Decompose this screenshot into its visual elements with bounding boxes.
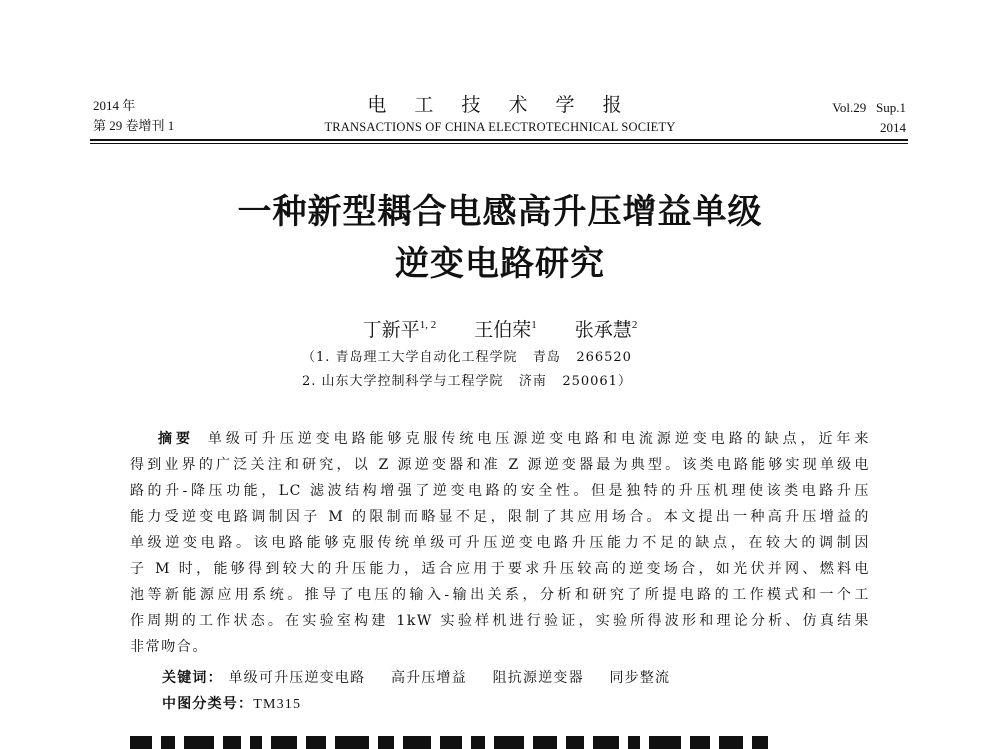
header-vol-sup: Vol.29 Sup.1 (832, 100, 906, 115)
header-right (832, 98, 906, 138)
author-list (100, 312, 900, 343)
journal-name (260, 92, 740, 136)
abstract-line (130, 426, 870, 452)
author-name: 丁新平 (362, 319, 420, 341)
classification (162, 692, 301, 717)
abstract-line: 得到业界的广泛关注和研究，以 Z 源逆变器和准 Z 源逆变器最为典型。该类电路能够实现单级电 (130, 457, 870, 473)
keyword: 同步整流 (609, 670, 671, 686)
header-year: 2014 年 (93, 98, 136, 113)
classification-code: TM315 (253, 697, 302, 712)
classification-label: 中图分类号： (162, 696, 254, 712)
abstract-line: 非常吻合。 (130, 639, 208, 655)
abstract-line: 能力受逆变电路调制因子 M 的限制而略显不足，限制了其应用场合。本文提出一种高升压增益的 (130, 509, 870, 525)
abstract-line: 子 M 时，能够得到较大的升压能力，适合应用于要求升压较高的逆变场合，如光伏并网、燃料电 (130, 561, 870, 577)
abstract-label: 摘要 (158, 431, 194, 447)
header-year-right: 2014 (880, 120, 906, 135)
abstract (130, 426, 870, 660)
keywords-label: 关键词： (162, 670, 223, 686)
author (474, 312, 537, 343)
header-left (93, 96, 174, 136)
paper-title (100, 186, 900, 290)
author-affiliation-mark: 2 (631, 319, 638, 331)
abstract-text: 单级可升压逆变电路能够克服传统电压源逆变电路和电流源逆变电路的缺点，近年来 (207, 431, 870, 447)
author-affiliation-mark: 1, 2 (419, 319, 437, 331)
author (363, 312, 437, 343)
affiliation-2: 2. 山东大学控制科学与工程学院 济南 250061） (302, 374, 632, 389)
header-rule-thick (90, 139, 908, 141)
header-rule-thin (90, 143, 908, 144)
author-affiliation-mark: 1 (531, 319, 537, 331)
abstract-line: 路的升-降压功能，LC 滤波结构增强了逆变电路的安全性。但是独特的升压机理使该类电路升压 (130, 483, 870, 499)
abstract-line: 作周期的工作状态。在实验室构建 1kW 实验样机进行验证，实验所得波形和理论分析、仿真结果 (130, 613, 870, 629)
keyword: 高升压增益 (390, 670, 467, 686)
journal-name-english: TRANSACTIONS OF CHINA ELECTROTECHNICAL SOCIETY (324, 120, 676, 134)
author-name: 王伯荣 (474, 319, 532, 341)
affiliation-1: （1. 青岛理工大学自动化工程学院 青岛 266520 (302, 350, 632, 365)
paper-title-line-2: 逆变电路研究 (395, 244, 605, 284)
keyword: 单级可升压逆变电路 (228, 670, 366, 686)
cut-off-english-title (130, 736, 870, 749)
author-name: 张承慧 (574, 319, 632, 341)
paper-title-line-1: 一种新型耦合电感高升压增益单级 (237, 192, 763, 232)
abstract-line: 池等新能源应用系统。推导了电压的输入-输出关系，分析和研究了所提电路的工作模式和一个工 (130, 587, 870, 603)
keywords (162, 666, 690, 690)
journal-name-chinese: 电 工 技 术 学 报 (367, 94, 633, 116)
abstract-line: 单级逆变电路。该电路能够克服传统单级可升压逆变电路升压能力不足的缺点，在较大的调制因 (130, 535, 870, 551)
keyword: 阻抗源逆变器 (492, 670, 584, 686)
author (575, 312, 638, 343)
header-volume-issue: 第 29 卷增刊 1 (93, 118, 175, 133)
